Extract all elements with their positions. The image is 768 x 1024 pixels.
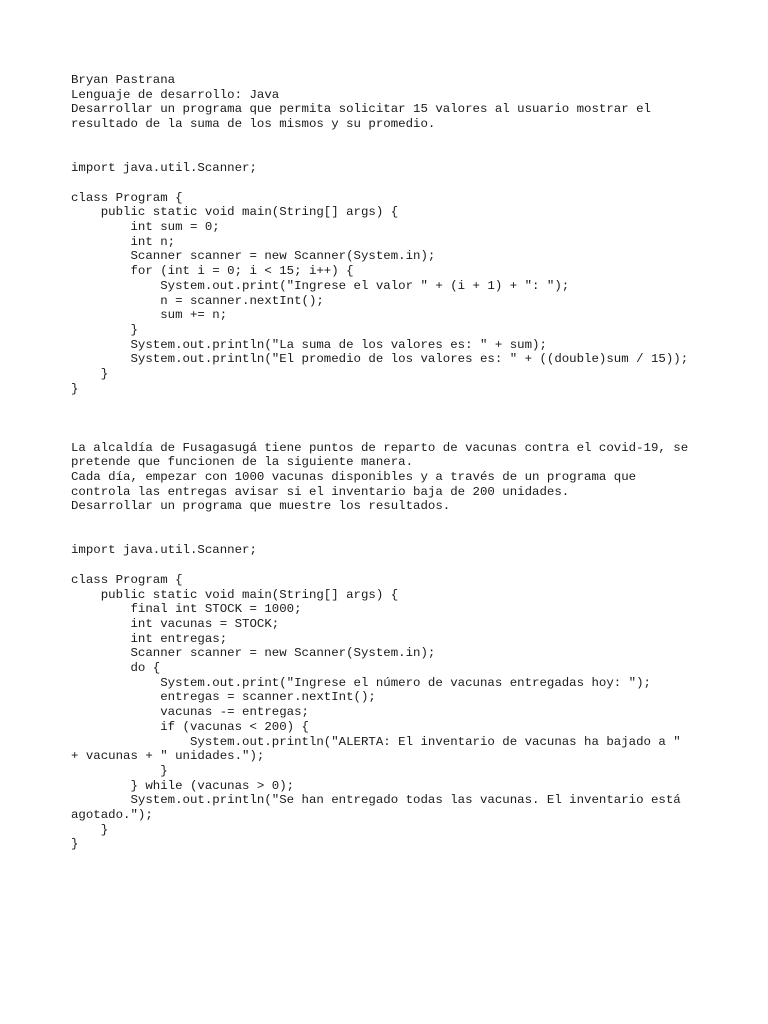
text-line: public static void main(String[] args) { (71, 205, 399, 220)
text-line: entregas = scanner.nextInt(); (71, 690, 376, 705)
text-line: } (71, 837, 79, 852)
text-line: pretende que funcionen de la siguiente manera. (71, 455, 414, 470)
text-line: System.out.println("ALERTA: El inventario de vacunas ha bajado a " (71, 734, 681, 749)
text-line: if (vacunas < 200) { (71, 719, 309, 734)
text-line: } (71, 367, 109, 381)
text-line: controla las entregas avisar si el inventario baja de 200 unidades. (71, 484, 570, 499)
text-line: Scanner scanner = new Scanner(System.in); (71, 646, 436, 661)
text-line: Lenguaje de desarrollo: Java (71, 87, 280, 102)
text-line: class Program { (71, 190, 183, 205)
text-line: vacunas -= entregas; (71, 705, 309, 720)
text-line: n = scanner.nextInt(); (71, 293, 324, 308)
text-line: int vacunas = STOCK; (71, 616, 280, 631)
text-line: Bryan Pastrana (71, 73, 176, 87)
text-line: sum += n; (71, 308, 228, 323)
text-line: int entregas; (71, 631, 228, 646)
text-line: final int STOCK = 1000; (71, 602, 302, 617)
text-line: } (71, 322, 138, 337)
text-line: System.out.println("La suma de los valores es: " + sum); (71, 337, 547, 352)
text-line: } (71, 381, 79, 396)
text-line: int n; (71, 234, 176, 249)
text-line: } while (vacunas > 0); (71, 778, 295, 793)
text-line: do { (71, 661, 161, 675)
text-line: import java.util.Scanner; (71, 543, 257, 558)
text-line: int sum = 0; (71, 220, 220, 234)
text-line: public static void main(String[] args) { (71, 587, 399, 602)
text-line: agotado."); (71, 808, 153, 822)
text-line: } (71, 763, 168, 778)
text-line: Cada día, empezar con 1000 vacunas disponibles y a través de un programa que (71, 469, 637, 484)
text-line: Scanner scanner = new Scanner(System.in); (71, 249, 436, 264)
text-line: } (71, 822, 109, 837)
text-line: import java.util.Scanner; (71, 161, 257, 176)
text-line: System.out.println("El promedio de los valores es: " + ((double)sum / 15)); (71, 352, 689, 367)
text-line: System.out.print("Ingrese el valor " + (i + 1) + ": "); (71, 278, 570, 293)
text-line: Desarrollar un programa que muestre los resultados. (71, 499, 451, 514)
text-line: class Program { (71, 572, 183, 587)
text-line: + vacunas + " unidades."); (71, 749, 265, 764)
text-line: for (int i = 0; i < 15; i++) { (71, 264, 354, 279)
text-line: System.out.print("Ingrese el número de vacunas entregadas hoy: "); (71, 675, 651, 690)
text-line: System.out.println("Se han entregado todas las vacunas. El inventario está (71, 793, 681, 808)
text-line: resultado de la suma de los mismos y su promedio. (71, 117, 436, 132)
text-line: La alcaldía de Fusagasugá tiene puntos de reparto de vacunas contra el covid-19, se (71, 440, 689, 455)
text-line: Desarrollar un programa que permita solicitar 15 valores al usuario mostrar el (71, 102, 651, 117)
